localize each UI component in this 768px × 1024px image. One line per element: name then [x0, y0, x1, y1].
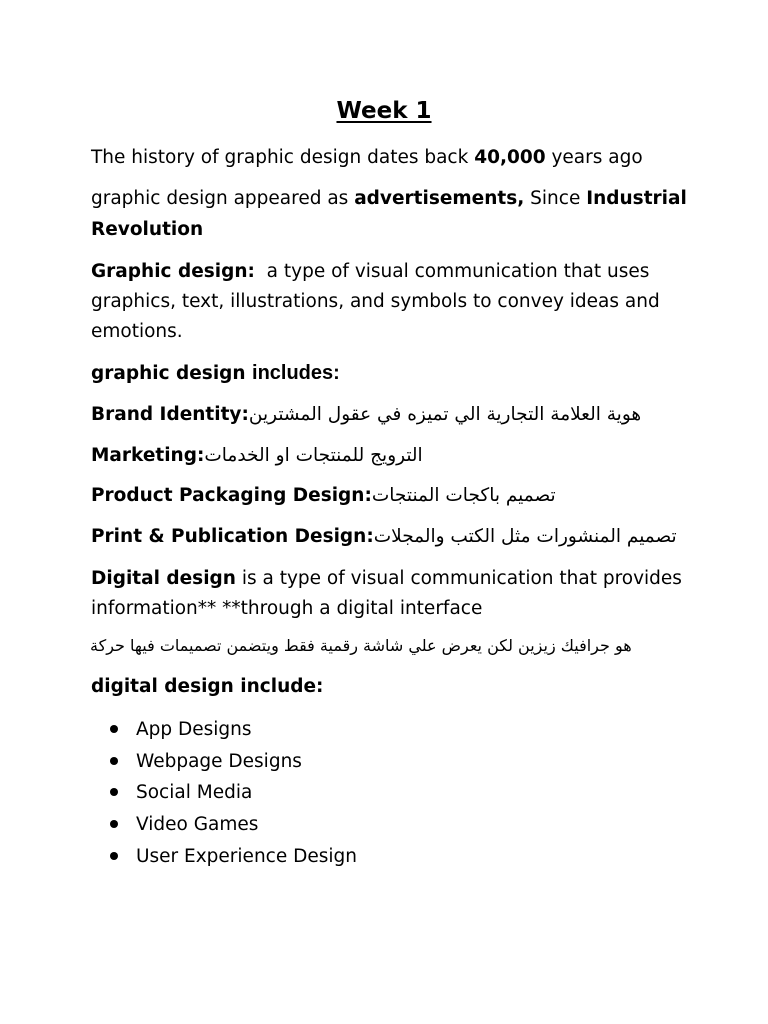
def-brand-identity	[91, 400, 691, 430]
includes-heading-word: includes:	[252, 362, 340, 384]
history-text-end: years ago	[545, 147, 643, 168]
digital-design-def1: is a type of visual communication that provides	[235, 568, 682, 589]
paragraph-graphic-design-line3: emotions.	[91, 321, 183, 342]
ads-since: Since	[524, 188, 587, 209]
digital-include-text: digital design include:	[91, 676, 324, 697]
paragraph-digital-line1	[91, 564, 691, 594]
bullet-icon	[110, 852, 118, 860]
ads-bold: advertisements,	[354, 188, 525, 209]
paragraph-graphic-design-line1	[91, 257, 691, 287]
digital-design-term: Digital design	[91, 568, 236, 589]
digital-include-list	[110, 714, 357, 873]
list-item-label: User Experience Design	[136, 845, 357, 867]
graphic-design-term: Graphic design:	[91, 261, 255, 282]
graphic-design-def1: a type of visual communication that uses	[254, 261, 650, 282]
def-term: Marketing:	[91, 445, 205, 466]
def-marketing	[91, 441, 691, 471]
def-product-packaging	[91, 481, 691, 511]
ads-revolution: Revolution	[91, 219, 204, 240]
paragraph-history	[91, 143, 691, 173]
list-item-label: Webpage Designs	[136, 750, 302, 772]
def-arabic: تصميم باكجات المنتجات	[371, 485, 562, 506]
list-item	[110, 777, 357, 809]
def-arabic: هوية العلامة التجارية الي تميزه في عقول المشترين	[248, 404, 648, 425]
def-print-publication	[91, 522, 691, 552]
list-item-label: Video Games	[136, 814, 259, 836]
def-term: Brand Identity:	[91, 404, 249, 425]
list-item-label: Social Media	[136, 782, 253, 804]
paragraph-digital-line2: information** **through a digital interface	[91, 598, 483, 619]
bullet-icon	[110, 788, 118, 796]
includes-heading-text: graphic design	[91, 363, 253, 384]
list-item	[110, 714, 357, 746]
paragraph-advertisements-line2	[91, 215, 691, 245]
def-arabic: تصميم المنشورات مثل الكتب والمجلات	[373, 526, 683, 547]
list-item-label: App Designs	[136, 719, 252, 740]
history-number: 40,000	[474, 147, 546, 168]
paragraph-advertisements	[91, 184, 691, 214]
ads-text: graphic design appeared as	[91, 188, 355, 209]
bullet-icon	[110, 757, 118, 765]
ads-industrial: Industrial	[586, 188, 687, 209]
digital-include-heading	[91, 672, 691, 702]
history-text: The history of graphic design dates back	[91, 147, 475, 168]
includes-heading	[91, 358, 691, 389]
paragraph-digital-arabic	[90, 631, 632, 661]
list-item	[110, 841, 357, 873]
page-title: Week 1	[336, 98, 432, 124]
bullet-icon	[110, 820, 118, 828]
def-term: Product Packaging Design:	[91, 485, 372, 506]
bullet-icon	[110, 725, 118, 733]
list-item	[110, 746, 357, 778]
digital-arabic-text: هو جرافيك زيزين لكن يعرض علي شاشة رقمية فقط ويتضمن تصميمات فيها حركة	[90, 636, 632, 655]
list-item	[110, 809, 357, 841]
def-term: Print & Publication Design:	[91, 526, 374, 547]
paragraph-graphic-design-line2: graphics, text, illustrations, and symbols to convey ideas and	[91, 291, 660, 312]
def-arabic: الترويج للمنتجات او الخدمات	[204, 445, 429, 466]
